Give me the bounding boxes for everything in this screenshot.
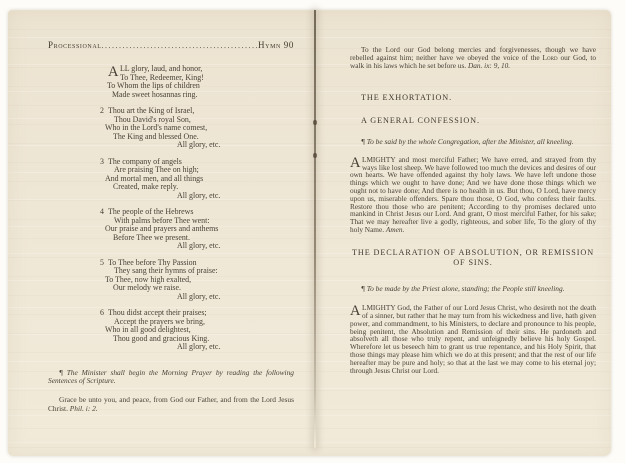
scripture-reference: Phil. i: 2. bbox=[69, 403, 98, 413]
hymn-line: Made sweet hosannas ring. bbox=[112, 89, 198, 99]
running-head bbox=[48, 40, 294, 50]
hymn-line: Thou art the King of Israel, bbox=[108, 106, 195, 115]
hymn-line: To Thee, now high exalted, bbox=[105, 274, 192, 284]
declaration-heading-line2: OF SINS. bbox=[453, 258, 493, 268]
confession-heading: A GENERAL CONFESSION. bbox=[361, 116, 480, 126]
confession-text: LMIGHTY and most merciful Father; We have erred, and strayed from thy ways like lost sheep. We have followed too much the devices and desires of our own hearts. We have offended against thy holy laws. We have left undone those things which we ought to have done; And we have done those things which we ought not to have done; And there is no health in us. But thou, O Lord, have mercy upon us, miserable offenders. Spare thou those, O God, who confess their faults. Restore thou those who are penitent; According to thy promises declared unto mankind in Christ Jesus our Lord. And grant, O most merciful Father, for his sake; That we may hereafter live a godly, righteous, and sober life, To the glory of thy holy Name. bbox=[350, 154, 596, 234]
exhortation-heading: THE EXHORTATION. bbox=[361, 93, 453, 103]
hymn-line: The King and blessed One. bbox=[113, 131, 199, 141]
hymn-verse-4 bbox=[100, 208, 294, 251]
book-spine bbox=[314, 10, 316, 448]
hymn-line: The people of the Hebrews bbox=[108, 207, 194, 216]
opening-text-post: our God, to walk in his laws which he set before us. bbox=[350, 52, 596, 70]
verse-number: 4 bbox=[100, 207, 104, 216]
hymn-line: Accept the prayers we bring, bbox=[114, 316, 205, 326]
hymn-line: Who in all good delightest, bbox=[105, 325, 191, 334]
hymn-verse-3 bbox=[100, 158, 294, 201]
opening-text-pre: To the Lord our God belong mercies and forgivenesses, though we have rebelled against him; neither have we obeyed the voice of the bbox=[350, 45, 596, 62]
hymn-line: To Thee, Redeemer, King! bbox=[119, 72, 204, 82]
paragraph-dropcap: A bbox=[350, 154, 361, 171]
hymn-line: With palms before Thee went: bbox=[114, 215, 210, 225]
hymn-line: And mortal men, and all things bbox=[105, 173, 204, 183]
verse-dropcap: A bbox=[108, 64, 119, 80]
declaration-rubric: ¶ To be made by the Priest alone, standing; the People still kneeling. bbox=[361, 283, 565, 293]
hymn-line: To Whom the lips of children bbox=[107, 81, 200, 90]
hymn-line: Are praising Thee on high; bbox=[114, 165, 199, 174]
hymn-line: They sang their hymns of praise: bbox=[114, 266, 218, 275]
opening-sentence bbox=[350, 46, 596, 69]
hymn-refrain: All glory, etc. bbox=[177, 342, 221, 351]
hymn-text bbox=[100, 65, 294, 352]
confession-rubric: ¶ To be said by the whole Congregation, after the Minister, all kneeling. bbox=[361, 137, 574, 147]
verse-number: 5 bbox=[100, 257, 104, 267]
dotted-leader bbox=[102, 41, 259, 50]
absolution-body: LMIGHTY God, the Father of our Lord Jesus Christ, who desireth not the death of a sinner, but rather that he may turn from his wickedness and live, hath given power, and commandment, to his Ministers, to declare and pronounce to his people, being penitent, the Absolution and Remission of their sins. He pardoneth and absolveth all those who truly repent, and unfeignedly believe his holy Gospel. Wherefore let us beseech him to grant us true repentance, and his Holy Spirit, that those things may please him which we do at this present; and that the rest of our life hereafter may be pure and holy; so that at the last we may come to his eternal joy; through Jesus Christ our Lord. bbox=[350, 303, 596, 375]
hymn-verse-2 bbox=[100, 107, 294, 150]
hymn-line: To Thee before Thy Passion bbox=[108, 257, 197, 267]
hymn-refrain: All glory, etc. bbox=[177, 291, 221, 301]
running-head-title: Processional bbox=[48, 40, 102, 50]
declaration-heading-line1: THE DECLARATION OF ABSOLUTION, OR REMISSION bbox=[351, 247, 595, 257]
hymn-refrain: All glory, etc. bbox=[177, 190, 221, 200]
paragraph-dropcap: A bbox=[350, 303, 361, 320]
general-confession bbox=[350, 156, 596, 234]
hymn-line: LL glory, laud, and honor, bbox=[119, 64, 203, 73]
hymn-line: Thou good and gracious King. bbox=[113, 333, 210, 343]
hymn-line: Our melody we raise. bbox=[113, 283, 181, 292]
book-scan bbox=[8, 10, 611, 456]
hymn-line: Thou David's royal Son, bbox=[114, 114, 191, 124]
grace-text: Grace be unto you, and peace, from God our Father, and from the Lord Jesus Christ. bbox=[48, 395, 294, 413]
hymn-line: Before Thee we present. bbox=[113, 232, 190, 242]
declaration-heading bbox=[350, 248, 596, 269]
left-page bbox=[48, 40, 294, 421]
hymn-verse-5 bbox=[100, 259, 294, 302]
scripture-reference: Dan. ix: 9, 10. bbox=[467, 60, 511, 70]
amen: Amen. bbox=[385, 224, 405, 234]
absolution-text bbox=[350, 304, 596, 374]
verse-number: 3 bbox=[100, 156, 104, 166]
lord-smallcaps: Lord bbox=[542, 52, 558, 62]
spine-mark bbox=[313, 120, 317, 125]
grace-sentence bbox=[48, 396, 294, 413]
hymn-refrain: All glory, etc. bbox=[177, 241, 221, 250]
right-page bbox=[350, 46, 596, 374]
hymn-line: The company of angels bbox=[108, 156, 182, 166]
running-head-hymn-number: Hymn 90 bbox=[258, 40, 294, 50]
hymn-line: Created, make reply. bbox=[113, 182, 179, 191]
hymn-line: Thou didst accept their praises; bbox=[108, 308, 207, 317]
verse-number: 6 bbox=[100, 308, 104, 317]
hymn-verse-1 bbox=[100, 65, 294, 99]
spine-mark bbox=[313, 153, 317, 158]
hymn-verse-6 bbox=[100, 309, 294, 352]
verse-number: 2 bbox=[100, 106, 104, 115]
minister-rubric: ¶ The Minister shall begin the Morning Prayer by reading the following Sentences of Scripture. bbox=[48, 367, 294, 385]
hymn-line: Who in the Lord's name comest, bbox=[105, 123, 208, 132]
hymn-line: Our praise and prayers and anthems bbox=[105, 224, 219, 233]
hymn-refrain: All glory, etc. bbox=[177, 140, 221, 149]
